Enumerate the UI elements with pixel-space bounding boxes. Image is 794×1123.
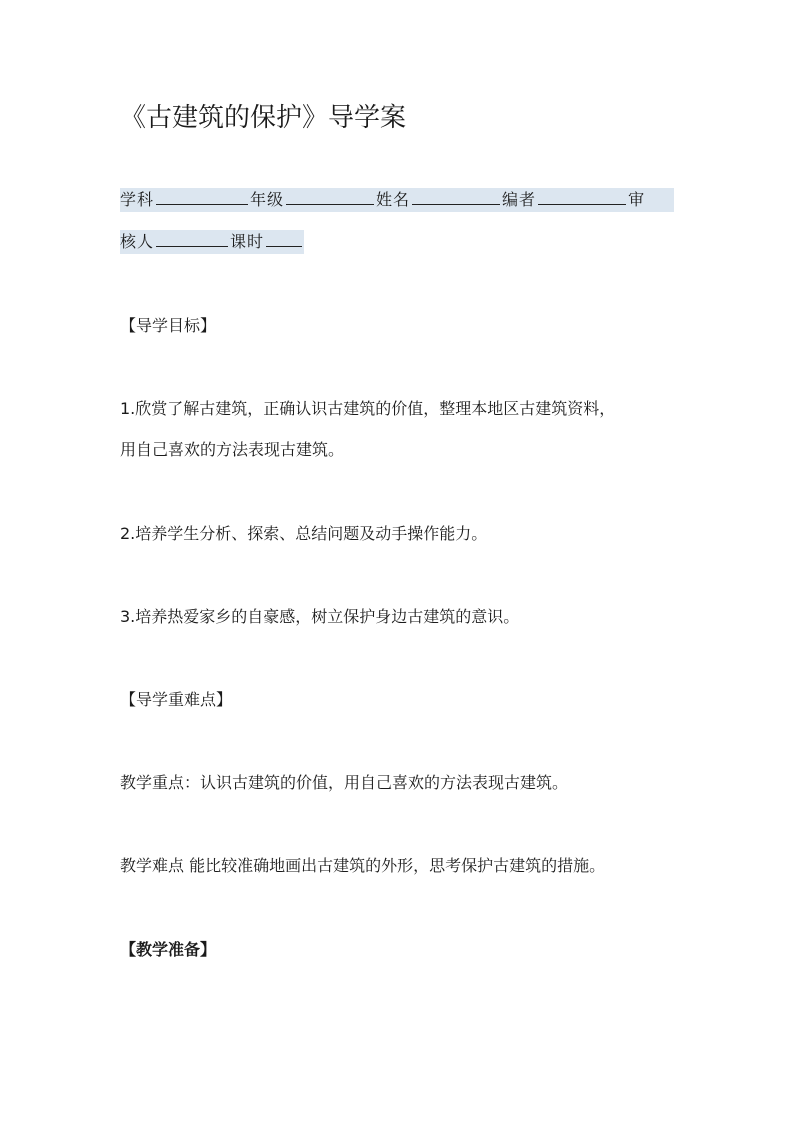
key-points-heading: 【导学重难点】 [120,690,233,709]
key-point: 教学重点：认识古建筑的价值，用自己喜欢的方法表现古建筑。 [120,773,569,792]
preparation-heading: 【教学准备】 [120,940,217,959]
objective-2: 2.培养学生分析、探索、总结问题及动手操作能力。 [120,524,488,543]
objective-1-line-2: 用自己喜欢的方法表现古建筑。 [120,440,345,459]
subject-label: 学科 [120,190,155,209]
reviewer-label-part2: 核人 [120,232,155,251]
grade-label: 年级 [250,190,285,209]
subject-blank[interactable] [156,190,248,205]
editor-blank[interactable] [538,190,626,205]
editor-label: 编者 [502,190,537,209]
name-blank[interactable] [412,190,500,205]
objective-3: 3.培养热爱家乡的自豪感，树立保护身边古建筑的意识。 [120,607,520,626]
objective-1-line-1: 1.欣赏了解古建筑，正确认识古建筑的价值，整理本地区古建筑资料， [120,399,616,418]
reviewer-label-part1: 审 [628,190,646,209]
info-line-1 [120,188,674,212]
difficult-point: 教学难点 能比较准确地画出古建筑的外形，思考保护古建筑的措施。 [120,856,606,875]
period-blank[interactable] [266,232,302,247]
period-label: 课时 [230,232,265,251]
reviewer-blank[interactable] [156,232,228,247]
objectives-heading: 【导学目标】 [120,316,217,335]
info-line-2 [120,230,304,254]
name-label: 姓名 [376,190,411,209]
grade-blank[interactable] [286,190,374,205]
document-title: 《古建筑的保护》导学案 [120,103,407,133]
